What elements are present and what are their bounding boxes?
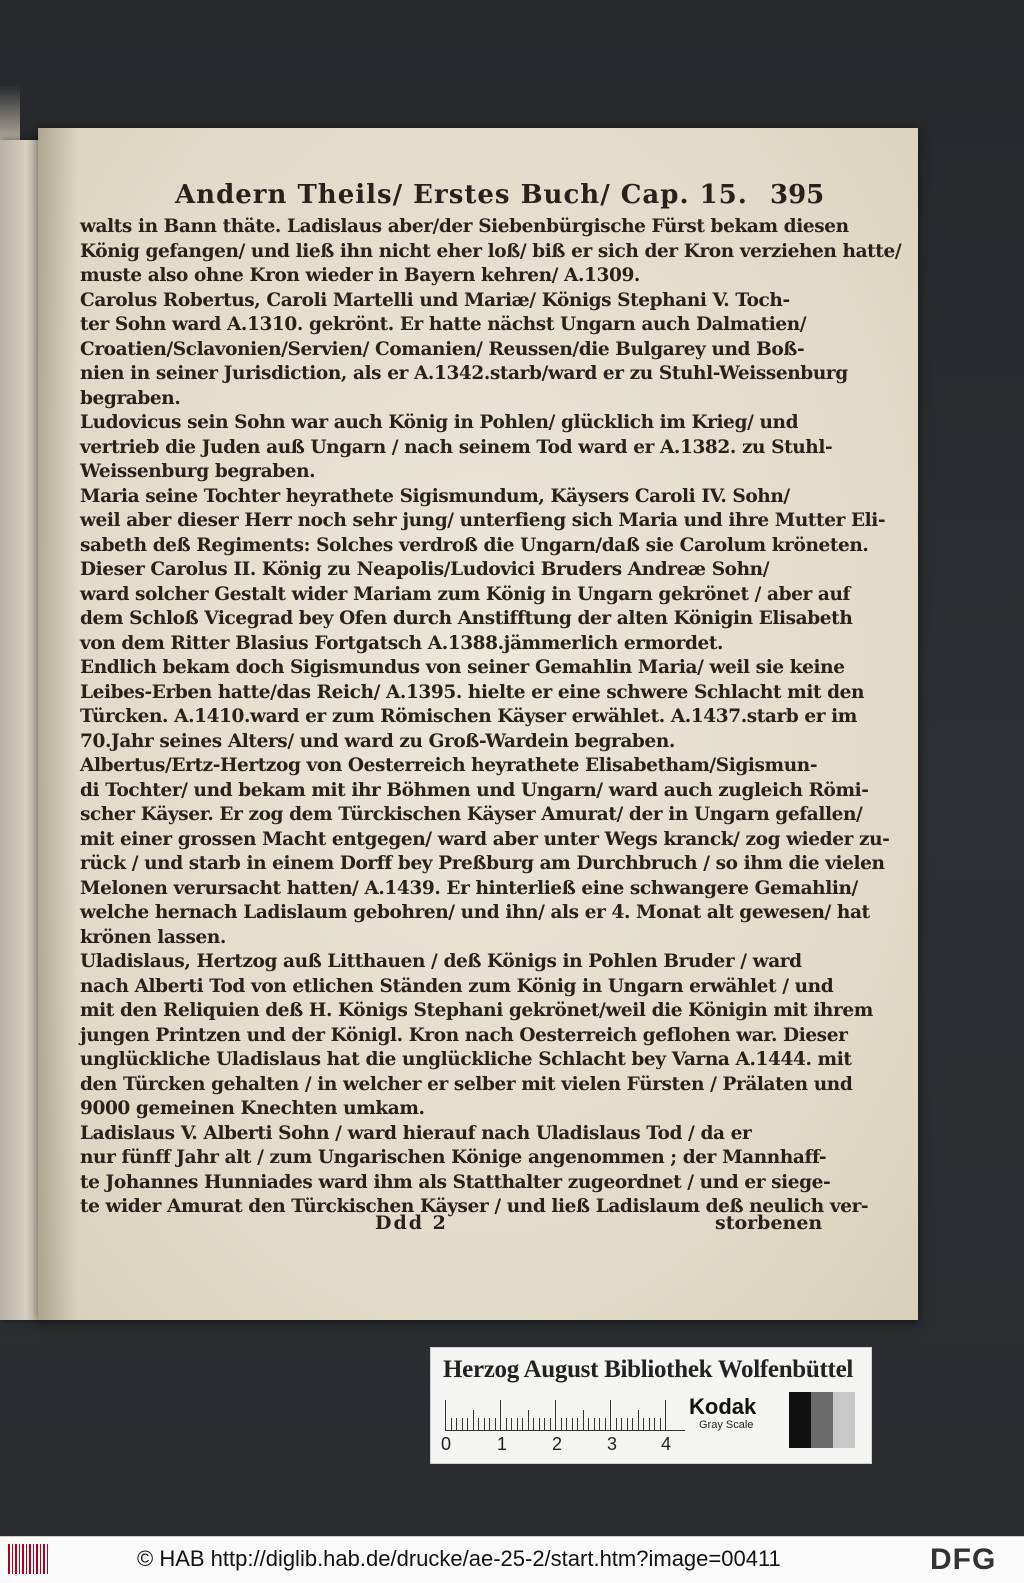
text-line: te wider Amurat den Türckischen Käyser / und ließ Ladislaum deß neulich ver- xyxy=(80,1196,869,1217)
text-line: Uladislaus, Hertzog auß Litthauen / deß Königs in Pohlen Bruder / ward xyxy=(80,951,802,972)
ruler-tick xyxy=(649,1418,650,1430)
catchword: storbenen xyxy=(715,1212,823,1234)
text-line: unglückliche Uladislaus hat die unglückliche Schlacht bey Varna A.1444. mit xyxy=(80,1049,852,1070)
ruler-tick xyxy=(583,1410,584,1430)
text-line: 70.Jahr seines Alters/ und ward zu Groß-Wardein begraben. xyxy=(80,730,675,752)
left-page-edge-top xyxy=(0,85,20,145)
text-line: Dieser Carolus II. König zu Neapolis/Ludovici Bruders Andreæ Sohn/ xyxy=(80,559,770,580)
ruler-tick xyxy=(599,1418,600,1430)
text-line: te Johannes Hunniades ward ihm als Statthalter zugeordnet / und er siege- xyxy=(80,1171,831,1193)
text-line: Albertus/Ertz-Hertzog von Oesterreich heyrathete Elisabetham/Sigismun- xyxy=(80,755,818,776)
page-gutter-shadow xyxy=(38,128,78,1320)
text-line: di Tochter/ und bekam mit ihr Böhmen und Ungarn/ ward auch zugleich Römi- xyxy=(80,779,869,801)
ruler-tick xyxy=(665,1400,666,1430)
ruler-tick xyxy=(594,1418,595,1430)
text-line: welche hernach Ladislaum gebohren/ und ihn/ als er 4. Monat alt gewesen/ hat xyxy=(80,902,870,923)
ruler-tick xyxy=(616,1418,617,1430)
kodak-brand: Kodak xyxy=(689,1394,757,1419)
ruler-label: 2 xyxy=(552,1434,563,1454)
ruler-tick xyxy=(572,1418,573,1430)
barcode-icon xyxy=(8,1544,48,1574)
dfg-logo: DFG xyxy=(930,1543,997,1576)
text-line: 9000 gemeinen Knechten umkam. xyxy=(80,1098,425,1119)
text-line: Maria seine Tochter heyrathete Sigismundum, Käysers Caroli IV. Sohn/ xyxy=(80,485,790,507)
swatch-light-gray xyxy=(833,1392,855,1448)
ruler-tick xyxy=(555,1400,556,1430)
ruler-tick xyxy=(539,1418,540,1430)
library-name: Herzog August Bibliothek Wolfenbüttel xyxy=(443,1356,854,1383)
text-line: dem Schloß Vicegrad bey Ofen durch Anstifftung der alten Königin Elisabeth xyxy=(80,608,853,629)
text-line: den Türcken gehalten / in welcher er selber mit vielen Fürsten / Prälaten und xyxy=(80,1073,853,1095)
ruler-label: 0 xyxy=(441,1434,452,1454)
ruler-tick xyxy=(511,1418,512,1430)
page-number: 395 xyxy=(770,180,825,210)
text-line: Ludovicus sein Sohn war auch König in Pohlen/ glücklich im Krieg/ und xyxy=(80,412,799,433)
text-line: mit einer grossen Macht entgegen/ ward aber unter Wegs kranck/ zog wieder zu- xyxy=(80,828,890,850)
footer-bar xyxy=(0,1536,1024,1583)
ruler-tick xyxy=(660,1418,661,1430)
ruler-tick xyxy=(533,1418,534,1430)
ruler-tick xyxy=(627,1418,628,1430)
text-line: scher Käyser. Er zog dem Türckischen Käyser Amurat/ der in Ungarn gefallen/ xyxy=(80,804,863,825)
text-line: ter Sohn ward A.1310. gekrönt. Er hatte nächst Ungarn auch Dalmatien/ xyxy=(80,314,807,335)
ruler-tick xyxy=(445,1400,446,1430)
ruler-tick xyxy=(467,1418,468,1430)
text-line: mit den Reliquien deß H. Königs Stephani gekrönet/weil die Königin mit ihrem xyxy=(80,1000,873,1021)
ruler-tick xyxy=(643,1418,644,1430)
gray-scale-label: Gray Scale xyxy=(699,1419,754,1431)
text-line: sabeth deß Regiments: Solches verdroß die Ungarn/daß sie Carolum kröneten. xyxy=(80,534,869,556)
text-line: nur fünff Jahr alt / zum Ungarischen Könige angenommen ; der Mannhaff- xyxy=(80,1147,827,1168)
signature-mark: Ddd 2 xyxy=(375,1212,448,1234)
text-line: Weissenburg begraben. xyxy=(80,461,316,482)
ruler-tick xyxy=(638,1410,639,1430)
text-line: ward solcher Gestalt wider Mariam zum König in Ungarn gekrönet / aber auf xyxy=(80,583,851,605)
library-color-card xyxy=(430,1347,872,1464)
text-line: Croatien/Sclavonien/Servien/ Comanien/ Reussen/die Bulgarey und Boß- xyxy=(80,338,805,360)
text-line: nien in seiner Jurisdiction, als er A.1342.starb/ward er zu Stuhl-Weissenburg xyxy=(80,363,848,384)
ruler-tick xyxy=(489,1418,490,1430)
measure-ruler xyxy=(445,1396,685,1431)
text-line: jungen Printzen und der Königl. Kron nach Oesterreich geflohen war. Dieser xyxy=(80,1024,848,1046)
ruler-tick xyxy=(517,1418,518,1430)
ruler-tick xyxy=(632,1418,633,1430)
ruler-label: 3 xyxy=(607,1434,618,1454)
ruler-tick xyxy=(550,1418,551,1430)
ruler-tick xyxy=(605,1418,606,1430)
ruler-tick xyxy=(506,1418,507,1430)
ruler-tick xyxy=(654,1418,655,1430)
ruler-tick xyxy=(588,1418,589,1430)
text-line: König gefangen/ und ließ ihn nicht eher loß/ biß er sich der Kron verziehen hatte/ xyxy=(80,240,902,262)
ruler-tick xyxy=(478,1418,479,1430)
swatch-black xyxy=(789,1392,811,1448)
ruler-tick xyxy=(500,1400,501,1430)
ruler-tick xyxy=(566,1418,567,1430)
ruler-tick xyxy=(473,1410,474,1430)
text-line: von dem Ritter Blasius Fortgatsch A.1388.jämmerlich ermordet. xyxy=(80,632,724,654)
footer-link[interactable]: © HAB http://diglib.hab.de/drucke/ae-25-2/start.htm?image=00411 xyxy=(137,1546,781,1571)
text-line: vertrieb die Juden auß Ungarn / nach seinem Tod ward er A.1382. zu Stuhl- xyxy=(80,436,833,458)
ruler-tick xyxy=(456,1418,457,1430)
swatch-dark-gray xyxy=(811,1392,833,1448)
ruler-tick xyxy=(561,1418,562,1430)
text-line: krönen lassen. xyxy=(80,926,226,948)
ruler-tick xyxy=(495,1418,496,1430)
text-line: weil aber dieser Herr noch sehr jung/ unterfieng sich Maria und ihre Mutter Eli- xyxy=(80,510,886,531)
ruler-tick xyxy=(528,1410,529,1430)
ruler-tick xyxy=(544,1418,545,1430)
text-line: Endlich bekam doch Sigismundus von seiner Gemahlin Maria/ weil sie keine xyxy=(80,657,845,678)
ruler-tick xyxy=(522,1418,523,1430)
ruler-label: 4 xyxy=(661,1434,672,1454)
text-line: nach Alberti Tod von etlichen Ständen zum König in Ungarn erwählet / und xyxy=(80,975,834,997)
text-line: Türcken. A.1410.ward er zum Römischen Käyser erwählet. A.1437.starb er im xyxy=(80,706,857,727)
text-line: muste also ohne Kron wieder in Bayern kehren/ A.1309. xyxy=(80,265,640,286)
text-line: Carolus Robertus, Caroli Martelli und Mariæ/ Königs Stephani V. Toch- xyxy=(80,289,790,311)
ruler-label: 1 xyxy=(497,1434,508,1454)
running-head: Andern Theils/ Erstes Buch/ Cap. 15. xyxy=(175,180,748,210)
body-text xyxy=(80,215,902,1220)
text-line: Ladislaus V. Alberti Sohn / ward hierauf nach Uladislaus Tod / da er xyxy=(80,1122,752,1144)
text-line: walts in Bann thäte. Ladislaus aber/der Siebenbürgische Fürst bekam diesen xyxy=(80,216,849,237)
text-line: Leibes-Erben hatte/das Reich/ A.1395. hielte er eine schwere Schlacht mit den xyxy=(80,681,865,703)
ruler-tick xyxy=(462,1418,463,1430)
ruler-tick xyxy=(451,1418,452,1430)
ruler-tick xyxy=(610,1400,611,1430)
ruler-tick xyxy=(621,1418,622,1430)
ruler-tick xyxy=(484,1418,485,1430)
text-line: begraben. xyxy=(80,387,181,409)
ruler-tick xyxy=(577,1418,578,1430)
left-page-edge xyxy=(0,140,42,1320)
text-line: rück / und starb in einem Dorff bey Preßburg am Durchbruch / so ihm die vielen xyxy=(80,853,885,874)
text-line: Melonen verursacht hatten/ A.1439. Er hinterließ eine schwangere Gemahlin/ xyxy=(80,877,858,899)
